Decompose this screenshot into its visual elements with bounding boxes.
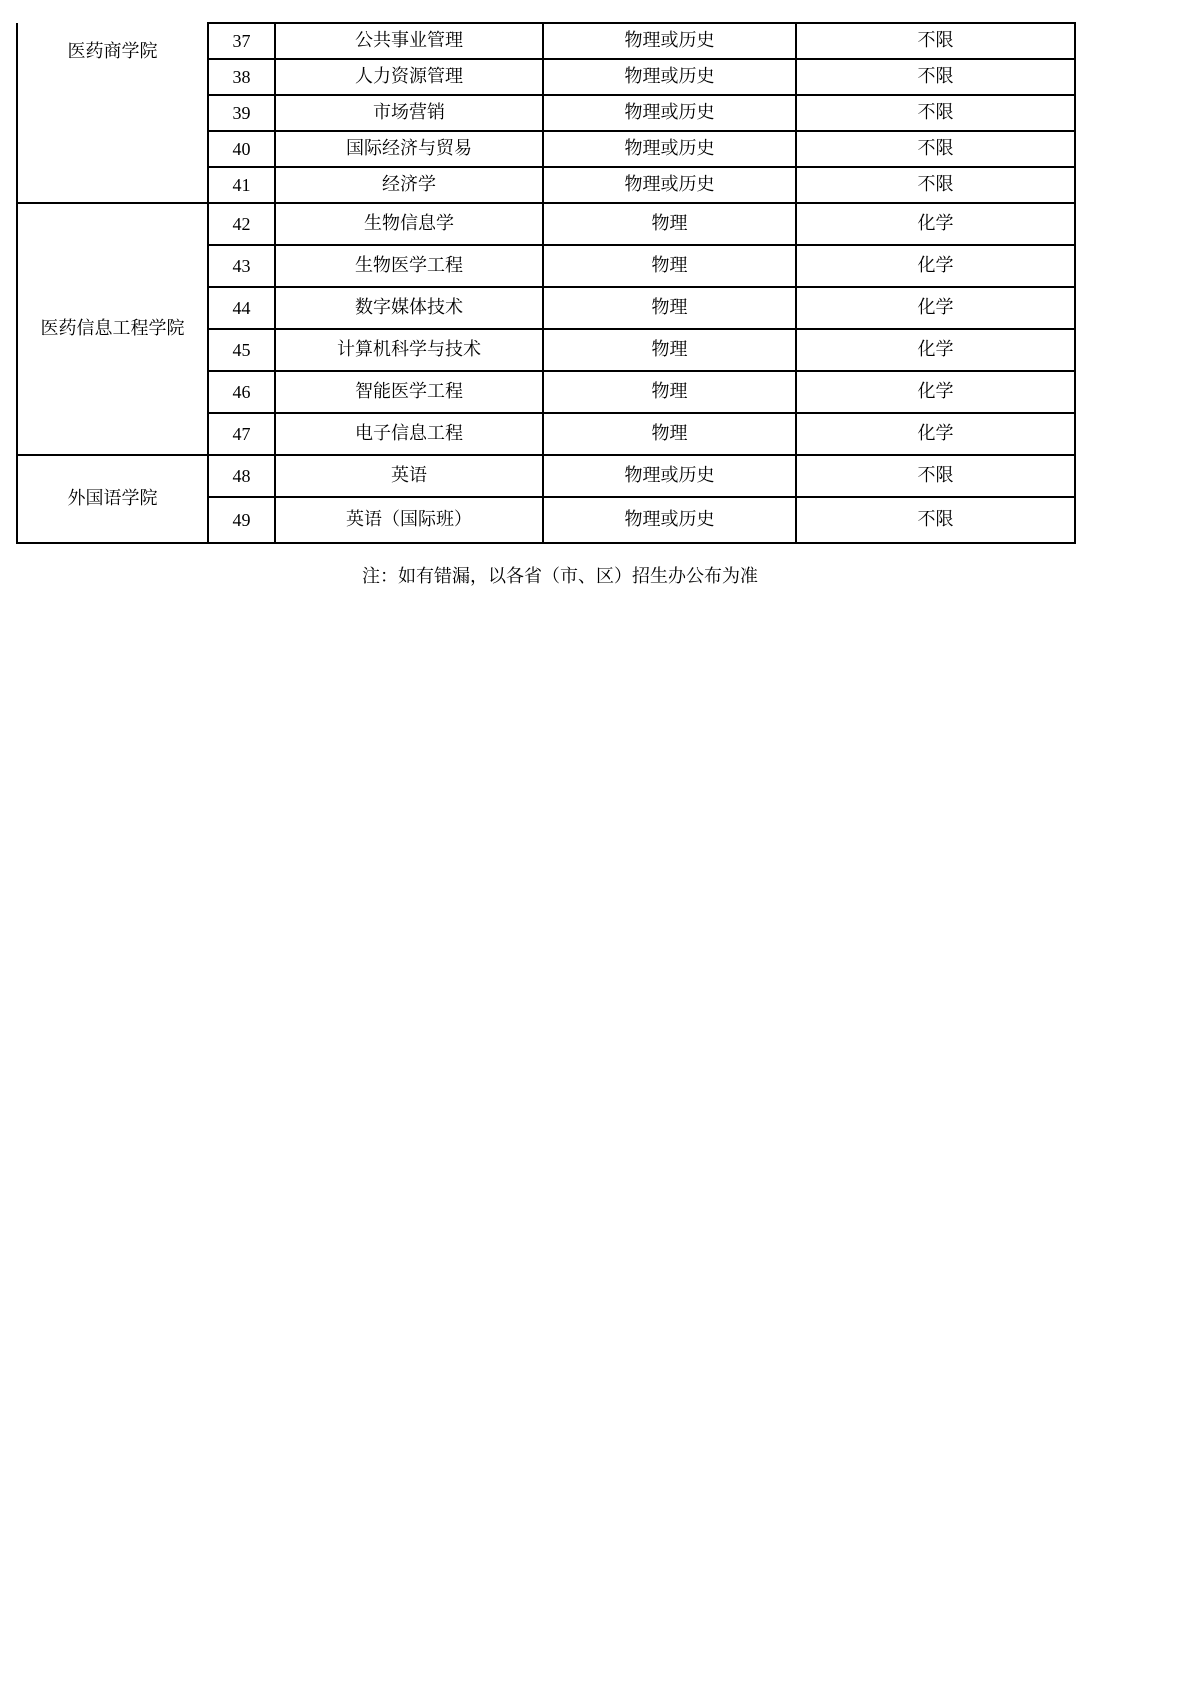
first-subject: 物理或历史 <box>543 131 796 167</box>
major-subject-table <box>16 22 1076 544</box>
first-subject: 物理或历史 <box>543 497 796 543</box>
college-name: 医药信息工程学院 <box>40 318 185 339</box>
major-number: 42 <box>208 203 275 245</box>
first-subject: 物理或历史 <box>543 59 796 95</box>
second-subject: 化学 <box>796 371 1075 413</box>
second-subject: 不限 <box>796 131 1075 167</box>
major-name: 市场营销 <box>275 95 543 131</box>
major-name: 生物信息学 <box>275 203 543 245</box>
table-row <box>17 23 1075 59</box>
major-number: 40 <box>208 131 275 167</box>
second-subject: 化学 <box>796 413 1075 455</box>
major-name: 电子信息工程 <box>275 413 543 455</box>
major-number: 49 <box>208 497 275 543</box>
major-name: 人力资源管理 <box>275 59 543 95</box>
college-name: 医药商学院 <box>67 41 158 62</box>
college-cell <box>17 203 208 455</box>
first-subject: 物理或历史 <box>543 455 796 497</box>
first-subject: 物理 <box>543 371 796 413</box>
second-subject: 不限 <box>796 497 1075 543</box>
table-row <box>17 203 1075 245</box>
first-subject: 物理 <box>543 245 796 287</box>
major-name: 数字媒体技术 <box>275 287 543 329</box>
second-subject: 不限 <box>796 59 1075 95</box>
first-subject: 物理或历史 <box>543 23 796 59</box>
major-name: 公共事业管理 <box>275 23 543 59</box>
second-subject: 化学 <box>796 245 1075 287</box>
major-number: 47 <box>208 413 275 455</box>
major-name: 英语 <box>275 455 543 497</box>
major-number: 37 <box>208 23 275 59</box>
major-number: 44 <box>208 287 275 329</box>
footnote: 注：如有错漏，以各省（市、区）招生办公布为准 <box>362 566 758 587</box>
second-subject: 不限 <box>796 167 1075 203</box>
first-subject: 物理 <box>543 413 796 455</box>
second-subject: 不限 <box>796 95 1075 131</box>
major-number: 41 <box>208 167 275 203</box>
major-number: 45 <box>208 329 275 371</box>
major-name: 计算机科学与技术 <box>275 329 543 371</box>
first-subject: 物理或历史 <box>543 95 796 131</box>
first-subject: 物理或历史 <box>543 167 796 203</box>
major-number: 48 <box>208 455 275 497</box>
major-name: 生物医学工程 <box>275 245 543 287</box>
college-name: 外国语学院 <box>67 488 158 509</box>
second-subject: 不限 <box>796 455 1075 497</box>
major-number: 43 <box>208 245 275 287</box>
major-name: 国际经济与贸易 <box>275 131 543 167</box>
table-row <box>17 455 1075 497</box>
major-name: 经济学 <box>275 167 543 203</box>
major-name: 智能医学工程 <box>275 371 543 413</box>
college-cell <box>17 23 208 203</box>
first-subject: 物理 <box>543 203 796 245</box>
major-number: 46 <box>208 371 275 413</box>
major-number: 39 <box>208 95 275 131</box>
second-subject: 不限 <box>796 23 1075 59</box>
first-subject: 物理 <box>543 287 796 329</box>
major-name: 英语（国际班） <box>275 497 543 543</box>
major-number: 38 <box>208 59 275 95</box>
college-cell <box>17 455 208 543</box>
second-subject: 化学 <box>796 329 1075 371</box>
first-subject: 物理 <box>543 329 796 371</box>
second-subject: 化学 <box>796 287 1075 329</box>
second-subject: 化学 <box>796 203 1075 245</box>
